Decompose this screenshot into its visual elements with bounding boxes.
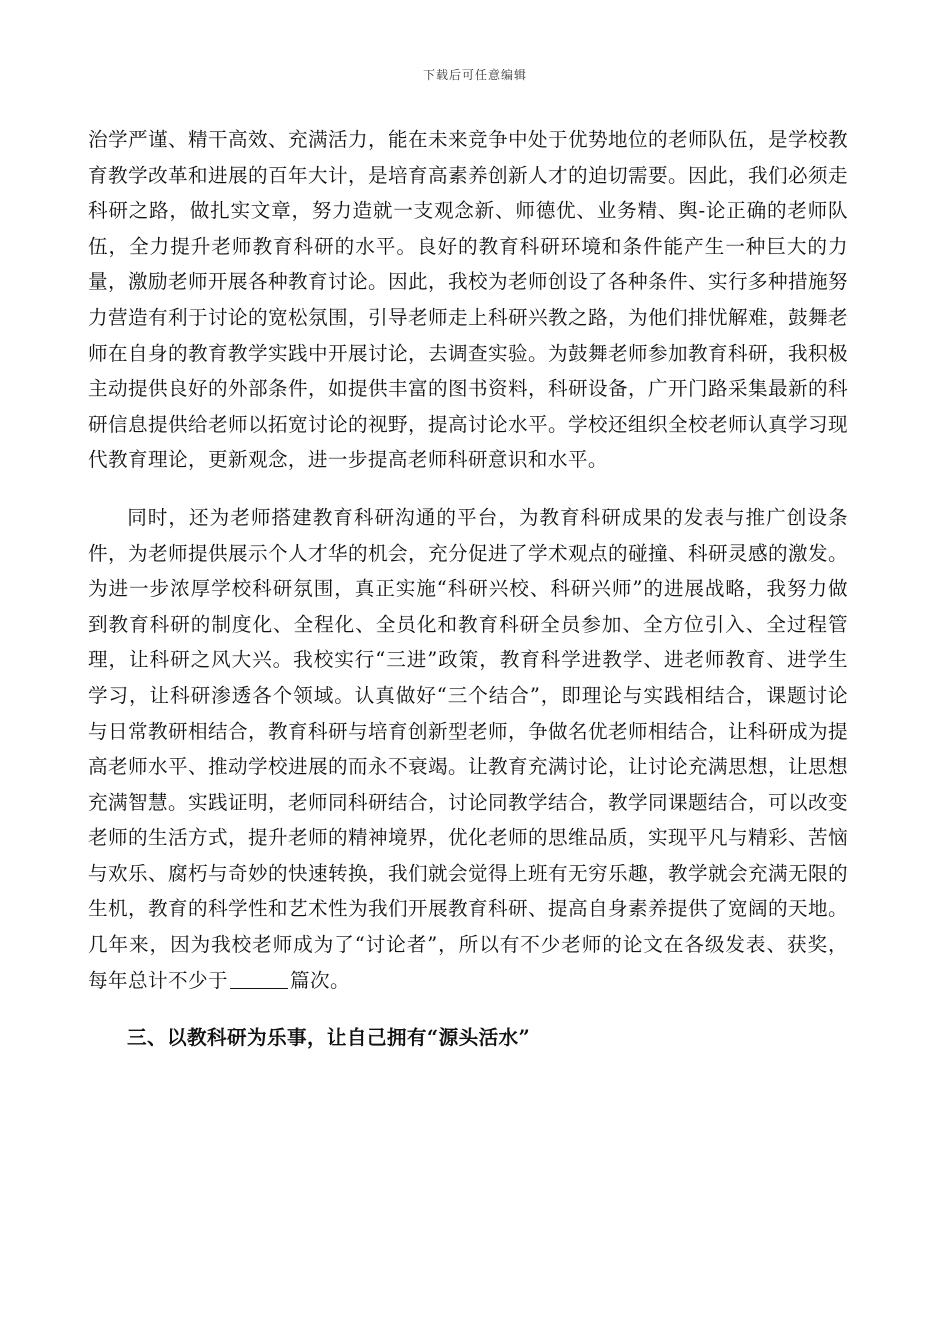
- fill-in-blank: [230, 970, 288, 989]
- paragraph-2-tail: 篇次。: [289, 968, 350, 992]
- paragraph-2-text: 同时，还为老师搭建教育科研沟通的平台，为教育科研成果的发表与推广创设条件，为老师提供展示个人才华的机会，充分促进了学术观点的碰撞、科研灵感的激发。为进一步浓厚学校科研氛围，真正实施“科研兴校、科研兴师”的进展战略，我努力做到教育科研的制度化、全程化、全员化和教育科研全员参加、全方位引入、全过程管理，让科研之风大兴。我校实行“三进”政策，教育科学进教学、进老师教育、进学生学习，让科研渗透各个领域。认真做好“三个结合”，即理论与实践相结合，课题讨论与日常教研相结合，教育科研与培育创新型老师，争做名优老师相结合，让科研成为提高老师水平、推动学校进展的而永不衰竭。让教育充满讨论，让讨论充满思想，让思想充满智慧。实践证明，老师同科研结合，讨论同教学结合，教学同课题结合，可以改变老师的生活方式，提升老师的精神境界，优化老师的思维品质，实现平凡与精彩、苦恼与欢乐、腐朽与奇妙的快速转换，我们就会觉得上班有无穷乐趣，教学就会充满无限的生机，教育的科学性和艺术性为我们开展教育科研、提高自身素养提供了宽阔的天地。几年来，因为我校老师成为了“讨论者”，所以有不少老师的论文在各级发表、获奖，每年总计不少于: [88, 505, 848, 992]
- paragraph-2: [88, 500, 848, 998]
- document-body: [88, 122, 848, 1056]
- paragraph-gap: [88, 998, 848, 1020]
- paragraph-1: 治学严谨、精干高效、充满活力，能在未来竞争中处于优势地位的老师队伍，是学校教育教学改革和进展的百年大计，是培育高素养创新人才的迫切需要。因此，我们必须走科研之路，做扎实文章，努力造就一支观念新、师德优、业务精、舆-论正确的老师队伍，全力提升老师教育科研的水平。良好的教育科研环境和条件能产生一种巨大的力量，激励老师开展各种教育讨论。因此，我校为老师创设了各种条件、实行多种措施努力营造有利于讨论的宽松氛围，引导老师走上科研兴教之路，为他们排忧解难，鼓舞老师在自身的教育教学实践中开展讨论，去调查实验。为鼓舞老师参加教育科研，我积极主动提供良好的外部条件，如提供丰富的图书资料，科研设备，广开门路采集最新的科研信息提供给老师以拓宽讨论的视野，提高讨论水平。学校还组织全校老师认真学习现代教育理论，更新观念，进一步提高老师科研意识和水平。: [88, 128, 848, 472]
- section-heading: 三、以教科研为乐事，让自己拥有“源头活水”: [127, 1026, 531, 1050]
- paragraph-gap: [88, 478, 848, 500]
- header-note: 下载后可任意编辑: [422, 68, 527, 82]
